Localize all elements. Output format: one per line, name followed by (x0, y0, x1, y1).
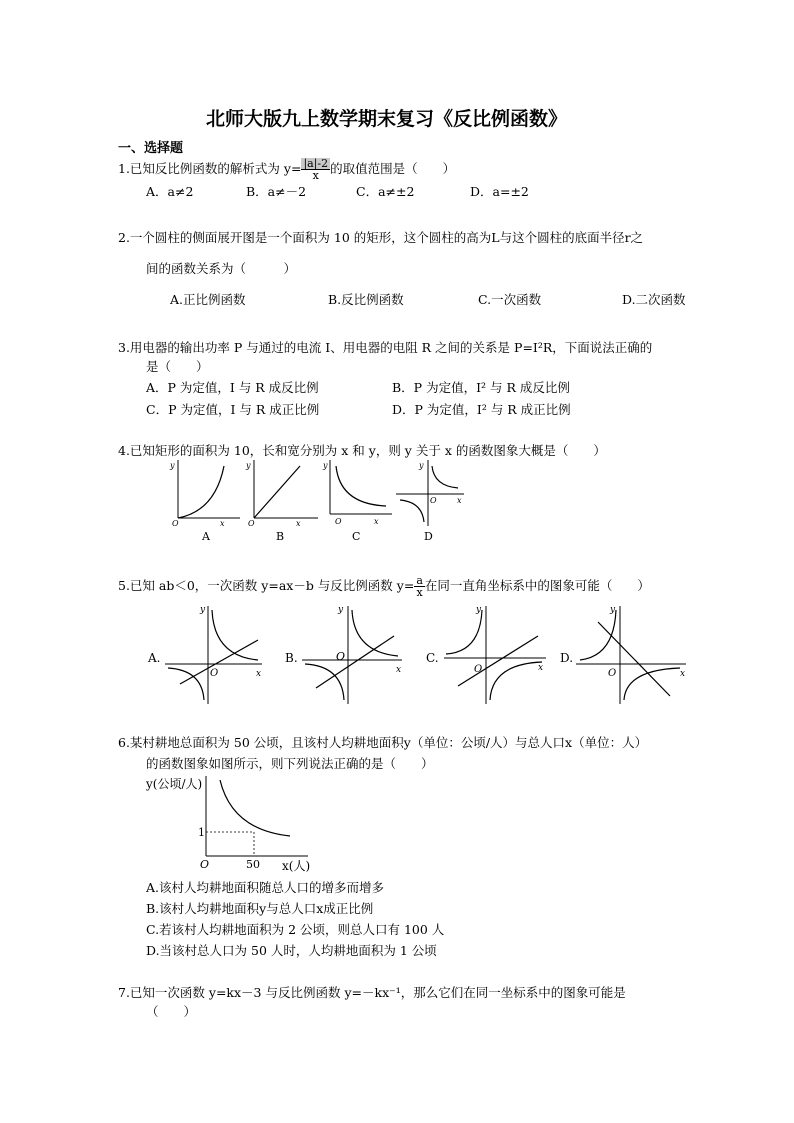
question-6-line1: 6.某村耕地总面积为 50 公顷，且该村人均耕地面积y（单位：公顷/人）与总人口x（单位：人） (118, 735, 648, 750)
q2-option-a: A.正比例函数 (170, 292, 246, 307)
q5b-line (316, 636, 394, 688)
q4c-curve (336, 466, 386, 506)
q6-x-label: x(人) (282, 859, 311, 873)
q5d-curve-lower (624, 668, 680, 700)
question-7-line2: （ ） (146, 1004, 197, 1019)
q6-graph (140, 774, 330, 874)
q2-option-b: B.反比例函数 (328, 292, 404, 307)
q5a-x-label: x (256, 669, 262, 679)
q5a-line (180, 640, 258, 684)
q3-option-d: D．P 为定值，I² 与 R 成正比例 (392, 402, 571, 417)
question-6-line2: 的函数图象如图所示，则下列说法正确的是（ ） (146, 756, 434, 771)
q6-origin: O (200, 858, 210, 871)
q4d-x-label: x (457, 496, 462, 505)
q6-curve (220, 780, 290, 836)
q4-graph-b (245, 460, 318, 543)
question-5-stem (118, 575, 650, 598)
q4a-y-label: y (170, 461, 175, 470)
q5a-y-label: y (200, 605, 206, 615)
q4d-origin: O (430, 496, 437, 505)
q5b-origin: O (336, 650, 346, 663)
q4c-x-label: x (374, 517, 379, 526)
q5c-x-label: x (538, 663, 544, 673)
q5d-label: D. (560, 651, 574, 665)
q2-option-c: C.一次函数 (478, 292, 542, 307)
q4d-label: D (424, 530, 433, 543)
q5d-y-label: y (610, 605, 616, 615)
section-heading: 一、选择题 (118, 141, 184, 156)
q5c-curve-lower (490, 662, 542, 700)
q1-option-b: B．a≠－2 (246, 184, 307, 199)
q4-graph-a (169, 460, 240, 543)
q4a-curve (178, 466, 224, 518)
q1-option-a: A．a≠2 (146, 184, 194, 199)
q3-option-b: B．P 为定值，I² 与 R 成反比例 (392, 380, 570, 395)
q5-stem-pre: 5.已知 ab＜0，一次函数 y=ax－b 与反比例函数 y= (118, 578, 415, 593)
q1-stem-post: 的取值范围是（ ） (330, 161, 456, 176)
q3-option-c: C．P 为定值，I 与 R 成正比例 (146, 402, 320, 417)
q5-fraction-denominator: x (416, 586, 423, 599)
q4b-origin: O (248, 519, 255, 528)
q5-graph-b (285, 605, 402, 704)
page-title: 北师大版九上数学期末复习《反比例函数》 (206, 108, 568, 130)
q4b-x-label: x (296, 519, 301, 528)
q2-option-d: D.二次函数 (622, 292, 686, 307)
question-4-stem: 4.已知矩形的面积为 10，长和宽分别为 x 和 y，则 y 关于 x 的函数图象大概是（ ） (118, 443, 606, 458)
q4d-y-label: y (419, 461, 424, 470)
q5c-y-label: y (476, 605, 482, 615)
q4c-origin: O (335, 517, 342, 526)
q5b-y-label: y (338, 605, 344, 615)
q4c-label: C (352, 530, 361, 543)
q4a-origin: O (172, 519, 179, 528)
q4d-curve-lower (400, 500, 424, 522)
question-1-stem (118, 158, 455, 181)
question-3-line1: 3.用电器的输出功率 P 与通过的电流 I、用电器的电阻 R 之间的关系是 P=I²R，下面说法正确的 (118, 340, 653, 355)
question-2-line2: 间的函数关系为（ ） (146, 261, 297, 276)
q6-option-c: C.若该村人均耕地面积为 2 公顷，则总人口有 100 人 (146, 922, 445, 937)
q1-fraction (301, 158, 330, 181)
q1-option-d: D．a=±2 (470, 184, 529, 199)
question-7-line1: 7.已知一次函数 y=kx－3 与反比例函数 y=－kx⁻¹，那么它们在同一坐标系中的图象可能是 (118, 985, 626, 1000)
q5-graphs (140, 600, 700, 715)
q4b-line (254, 466, 300, 518)
q1-option-c: C．a≠±2 (356, 184, 415, 199)
q5a-origin: O (210, 668, 219, 679)
q6-tick-x: 50 (246, 858, 260, 871)
q5b-x-label: x (396, 665, 402, 675)
q5-stem-post: 在同一直角坐标系中的图象可能（ ） (424, 578, 650, 593)
q5c-label: C. (426, 651, 439, 665)
q1-stem-pre: 1.已知反比例函数的解析式为 y= (118, 161, 302, 176)
q4b-y-label: y (246, 461, 251, 470)
q6-option-b: B.该村人均耕地面积y与总人口x成正比例 (146, 901, 374, 916)
q5d-origin: O (608, 668, 617, 679)
q5-fraction (414, 575, 425, 598)
question-3-line2: 是（ ） (146, 359, 209, 374)
q6-y-label: y(公顷/人) (146, 777, 203, 791)
q4b-label: B (276, 530, 285, 543)
q4-graph-d (396, 460, 464, 543)
q5a-curve-lower (168, 668, 204, 700)
q5-fraction-numerator: a (416, 574, 423, 587)
q5a-label: A. (148, 651, 161, 665)
q5-graph-a (147, 605, 262, 704)
q4a-x-label: x (220, 519, 225, 528)
q5-graph-c (426, 605, 546, 704)
q5b-label: B. (285, 651, 298, 665)
q4d-curve-upper (432, 466, 458, 488)
q6-option-d: D.当该村总人口为 50 人时，人均耕地面积为 1 公顷 (146, 943, 437, 958)
q4-graphs (160, 456, 490, 546)
q6-tick-y: 1 (198, 826, 205, 839)
q5c-origin: O (474, 664, 483, 675)
q5c-curve-upper (446, 610, 482, 654)
q5-graph-d (560, 605, 686, 704)
q3-option-a: A．P 为定值，I 与 R 成反比例 (146, 380, 319, 395)
q5d-line (598, 622, 670, 696)
q5d-x-label: x (680, 669, 686, 679)
q4-graph-c (322, 460, 392, 543)
q1-fraction-numerator: |a|-2 (303, 157, 329, 170)
q4a-label: A (202, 530, 210, 543)
q4c-y-label: y (323, 461, 328, 470)
q6-option-a: A.该村人均耕地面积随总人口的增多而增多 (146, 880, 385, 895)
question-2-line1: 2.一个圆柱的侧面展开图是一个面积为 10 的矩形，这个圆柱的高为L与这个圆柱的底面半径r之 (118, 230, 644, 245)
q1-fraction-denominator: x (312, 169, 319, 182)
